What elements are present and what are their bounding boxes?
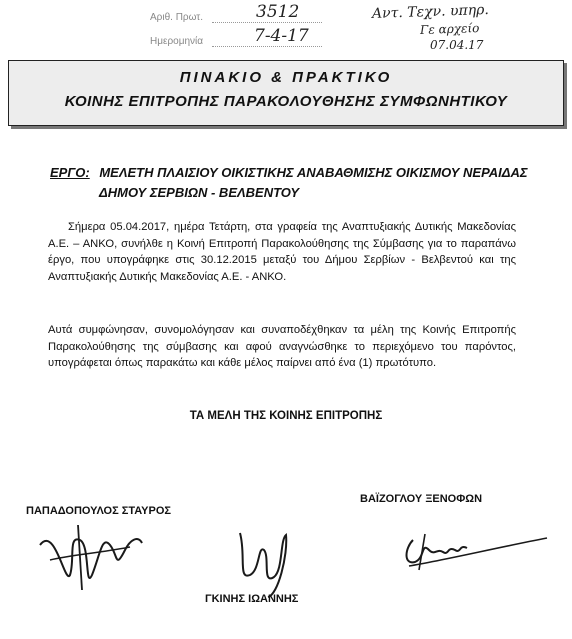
protocol-number: 3512 [256, 2, 300, 22]
paragraph-agreement: Αυτά συμφώνησαν, συνομολόγησαν και συναποδέχθηκαν τα μέλη της Κοινής Επιτροπής Παρακολούθησης της σύμβασης και αφού αναγνώσθηκε το περιεχόμενο του παρόντος, υπογράφεται όπως παρακάτω και κάθε μέλος παίρνει από ένα (1) πρωτότυπο. [48, 324, 516, 369]
protocol-date-line [212, 46, 322, 47]
project-line1 [50, 165, 528, 180]
protocol-date: 7-4-17 [254, 26, 309, 46]
signature-left [30, 515, 150, 595]
protocol-number-line [212, 22, 322, 23]
signatory-right-name: ΒΑΪΖΟΓΛΟΥ ΞΕΝΟΦΩΝ [360, 493, 483, 505]
signature-right [395, 520, 555, 580]
handwritten-note-date: 07.04.17 [430, 38, 484, 52]
document-subtitle: ΚΟΙΝΗΣ ΕΠΙΤΡΟΠΗΣ ΠΑΡΑΚΟΛΟΥΘΗΣΗΣ ΣΥΜΦΩΝΗΤΙΚΟΥ [64, 93, 508, 110]
project-title-line2: ΔΗΜΟΥ ΣΕΡΒΙΩΝ - ΒΕΛΒΕΝΤΟΥ [99, 185, 300, 200]
project-title-line1: ΜΕΛΕΤΗ ΠΛΑΙΣΙΟΥ ΟΙΚΙΣΤΙΚΗΣ ΑΝΑΒΑΘΜΙΣΗΣ ΟΙΚΙΣΜΟΥ ΝΕΡΑΙΔΑΣ [99, 165, 528, 180]
members-heading: ΤΑ ΜΕΛΗ ΤΗΣ ΚΟΙΝΗΣ ΕΠΙΤΡΟΠΗΣ [189, 410, 383, 422]
project-label: ΕΡΓΟ: [50, 165, 90, 180]
handwritten-note-line2: Γε αρχείο [419, 20, 480, 38]
signatory-left-name: ΠΑΠΑΔΟΠΟΥΛΟΣ ΣΤΑΥΡΟΣ [26, 505, 172, 517]
paragraph-meeting: Σήμερα 05.04.2017, ημέρα Τετάρτη, στα γραφεία της Αναπτυξιακής Δυτικής Μακεδονίας Α.Ε. – ΑΝΚΟ, συνήλθε η Κοινή Επιτροπή Παρακολούθησης της Σύμβασης για το παραπάνω έργο, που υπογράφηκε στις 30.12.2015 μεταξύ του Δήμου Σερβίων - Βελβεντού και της Αναπτυξιακής Δυτικής Μακεδονίας Α.Ε. - ΑΝΚΟ. [48, 221, 516, 283]
signatory-center-name: ΓΚΙΝΗΣ ΙΩΑΝΝΗΣ [205, 593, 299, 605]
protocol-number-label: Αριθ. Πρωτ. [150, 12, 204, 23]
signature-center [228, 525, 298, 600]
document-title: ΠΙΝΑΚΙΟ & ΠΡΑΚΤΙΚΟ [179, 69, 393, 86]
protocol-date-label: Ημερομηνία [150, 36, 204, 47]
handwritten-note-line1: Αντ. Τεχν. υπηρ. [371, 1, 490, 23]
title-box [8, 60, 564, 126]
